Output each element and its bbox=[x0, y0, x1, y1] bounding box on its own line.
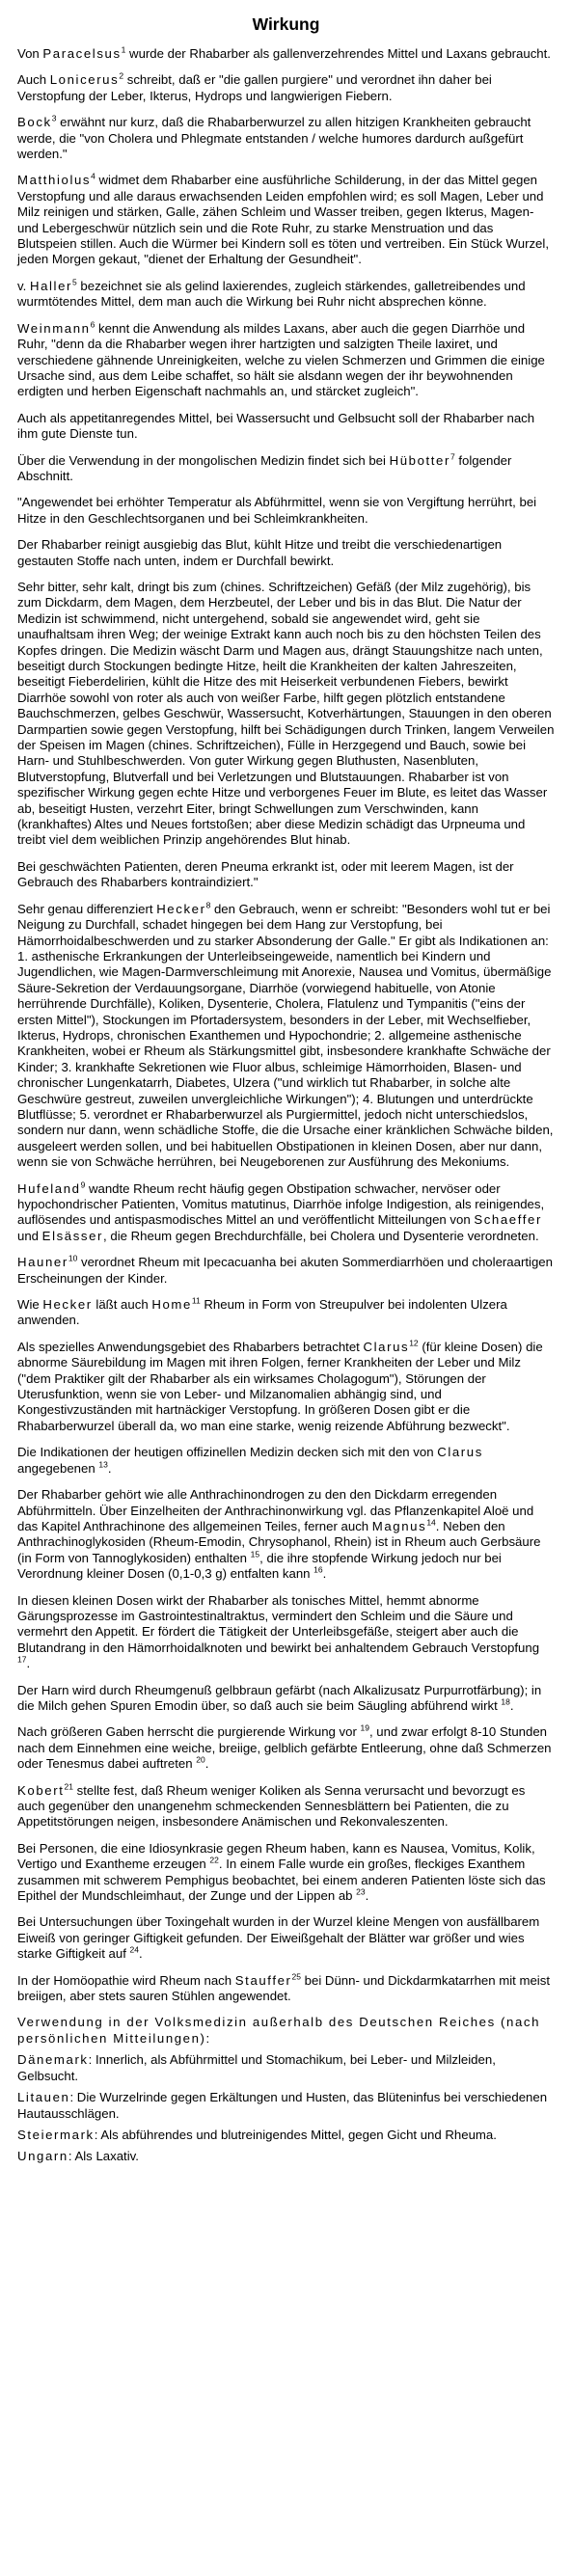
folk-medicine-entry bbox=[17, 2149, 555, 2164]
paragraph bbox=[17, 1297, 555, 1329]
text-run: . In einem Falle wurde ein großes, fleckiges Exanthem zusammen mit schwerem Pemphigus beobachtet, bei einem anderen Patienten löste sich das Epithel der Mundschleimhaut, der Zunge und der Lippen ab bbox=[17, 1857, 546, 1904]
footnote-ref: 18 bbox=[501, 1696, 510, 1707]
footnote-ref: 21 bbox=[64, 1781, 73, 1792]
text-run: Der Harn wird durch Rheumgenuß gelbbraun gefärbt (nach Alkalizusatz Purpurrotfärbung); in die Milch gehen Spuren Emodin über, so daß auch sie beim Säugling abführend wirkt bbox=[17, 1682, 542, 1713]
text-run: Rheum in Form von Streupulver bei indolenten Ulzera anwenden. bbox=[17, 1297, 507, 1328]
paragraph bbox=[17, 173, 555, 267]
author-name: Kobert bbox=[17, 1782, 65, 1798]
text-run: , und zwar erfolgt 8-10 Stunden nach dem Einnehmen eine weiche, breiige, gelblich gefärbte Entleerung, ohne daß Schmerzen oder Tenesmus dabei auftreten bbox=[17, 1724, 552, 1772]
paragraph bbox=[17, 495, 555, 527]
text-run: Sehr genau differenziert bbox=[17, 901, 157, 916]
text-run: . Neben den Anthrachinoglykosiden (Rheum-Emodin, Chrysophanol, Rhein) ist in Rheum auch Gerbsäure (in Form von Tannoglykosiden) enthalten bbox=[17, 1518, 541, 1565]
footnote-ref: 22 bbox=[209, 1855, 219, 1865]
text-run: v. bbox=[17, 278, 30, 293]
text-run: . bbox=[322, 1566, 327, 1582]
author-name: Hauner bbox=[17, 1255, 68, 1270]
author-name: Clarus bbox=[363, 1339, 410, 1354]
text-run: Der Rhabarber reinigt ausgiebig das Blut, kühlt Hitze und treibt die verschiedenartigen gestauten Stoffe nach unten, indem er Durchfall bewirkt. bbox=[17, 537, 503, 568]
text-run: In diesen kleinen Dosen wirkt der Rhabarber als tonisches Mittel, hemmt abnorme Gärungsprozesse im Gastrointestinaltraktus, vermindert den Schleim und die Säure und vermehrt den Appetit. Er fördert die Tätigkeit der Unterleibsgefäße, steigert aber auch die Blutandrang in den Hämorrhoidalknoten und bewirkt bei anhaltendem Gebrauch Verstopfung bbox=[17, 1592, 540, 1655]
text-run: Von bbox=[17, 46, 43, 61]
text-run: Bei Untersuchungen über Toxingehalt wurden in der Wurzel kleine Mengen von ausfällbarem Eiweiß von geringer Giftigkeit gefunden. Der Eiweißgehalt der Blätter war größer und wies starke Giftigkeit auf bbox=[17, 1914, 540, 1962]
footnote-ref: 7 bbox=[449, 451, 455, 462]
text-run: Sehr bitter, sehr kalt, dringt bis zum (chines. Schriftzeichen) Gefäß (der Milz zugehörig), bis zum Dickdarm, dem Magen, dem Herzbeutel, der Leber und bis in das Blut. Die Natur der Medizin ist schwimmend, nicht untergehend, sobald sie angewendet wird, geht sie unaufhaltsam ihren Weg; der weinige Extrakt kann auch noch bis zu den höchsten Teilen des Kopfes dringen. Die Medizin wäscht Darm und Magen aus, drängt Stauungshitze nach unten, beseitigt durch Stockungen bedingte Hitze, heilt die Krankheiten der kalten Jahreszeiten, beseitigt Fieberdelirien, kühlt die Hitze des mit Heiserkeit verbundenen Fiebers, bewirkt Diarrhöe sowohl von roter als auch von weißer Farbe, hilft gegen plötzlich entstandene Bauchschmerzen, gelbes Geschwür, Wassersucht, Kotverhärtungen, Stauungen in den oberen Darmpartien sowie gegen Verstopfung, hilft bei Schädigungen durch Trinken, langem Verweilen der Speisen im Magen (chines. Schriftzeichen), Fülle in Herzgegend und Bauch, sowie bei Harn- und Stuhlbeschwerden. Von guter Wirkung gegen Bluthusten, Nasenbluten, Blutverstopfung, Blutverfall und bei Verletzungen und Blutstauungen. Rhabarber ist von spezifischer Wirkung gegen echte Hitze und verborgenes Feuer im Blute, es leitet das Wasser ab, beseitigt Husten, verzehrt Eiter, bringt Schwellungen zum Verschwinden, kann (krankhaftes) Altes und Neues fortstoßen; aber diese Medizin schädigt das Urpneuma und treibt viel dem weiblichen Prinzip angehörendes Blut hinab. bbox=[17, 579, 555, 848]
paragraph bbox=[17, 279, 555, 311]
text-run: Bei geschwächten Patienten, deren Pneuma erkrankt ist, oder mit leerem Magen, ist der Gebrauch des Rhabarbers kontraindiziert." bbox=[17, 858, 514, 890]
text-run: bei Dünn- und Dickdarmkatarrhen mit meist breiigen, aber stets sauren Stühlen angewendet. bbox=[17, 1972, 550, 2004]
text-run: . bbox=[365, 1888, 369, 1904]
author-name: Hübotter bbox=[389, 452, 450, 468]
text-run: angegebenen bbox=[17, 1460, 99, 1476]
text-run: Wie bbox=[17, 1297, 43, 1313]
footnote-ref: 8 bbox=[205, 900, 211, 910]
footnote-ref: 1 bbox=[121, 44, 126, 55]
text-run: erwähnt nur kurz, daß die Rhabarberwurzel zu allen hitzigen Krankheiten gebraucht werde, die "von Cholera und Phlegmate entstanden / welche humores dardurch außgefürt werden." bbox=[17, 115, 531, 162]
text-run: und bbox=[17, 1228, 42, 1243]
text-run: . bbox=[107, 1460, 112, 1476]
article-body bbox=[17, 46, 555, 2004]
footnote-ref: 24 bbox=[129, 1944, 140, 1955]
text-run: wurde der Rhabarber als gallenverzehrendes Mittel und Laxans gebraucht. bbox=[125, 46, 551, 61]
footnote-ref: 2 bbox=[119, 71, 124, 82]
paragraph bbox=[17, 1340, 555, 1434]
folk-medicine-text: : Die Wurzelrinde gegen Erkältungen und Husten, das Blüteninfus bei verschiedenen Hautausschlägen. bbox=[17, 2090, 548, 2121]
text-run: Bei Personen, die eine Idiosynkrasie gegen Rheum haben, kann es Nausea, Vomitus, Kolik, Vertigo und Exantheme erzeugen bbox=[17, 1840, 535, 1872]
folk-medicine-list bbox=[17, 2052, 555, 2164]
text-run: Als spezielles Anwendungsgebiet des Rhabarbers betrachtet bbox=[17, 1339, 364, 1354]
paragraph bbox=[17, 411, 555, 443]
text-run: "Angewendet bei erhöhter Temperatur als Abführmittel, wenn sie von Vergiftung herrührt, bei Hitze in den Geschlechtsorganen und bei Schleimkrankheiten. bbox=[17, 495, 537, 526]
folk-medicine-heading: Verwendung in der Volksmedizin außerhalb des Deutschen Reiches (nach persönlichen Mitteilungen): bbox=[17, 2015, 541, 2046]
country-name: Steiermark bbox=[17, 2127, 95, 2142]
text-run: verordnet Rheum mit Ipecacuanha bei akuten Sommerdiarrhöen und choleraartigen Erscheinungen der Kinder. bbox=[17, 1255, 553, 1286]
folk-medicine-entry bbox=[17, 2052, 555, 2084]
footnote-ref: 17 bbox=[17, 1654, 27, 1665]
folk-medicine-text: : Als abführendes und blutreinigendes Mittel, gegen Gicht und Rheuma. bbox=[94, 2127, 497, 2142]
text-run: widmet dem Rhabarber eine ausführliche Schilderung, in der das Mittel gegen Verstopfung und alle daraus erwachsenden Leiden empfohlen wird; es soll Magen, Leber und Milz reinigen und stärken, Galle, zähen Schleim und Wasser treiben, gegen Ikterus, Magen- und Lebergeschwür nützlich sein und die Rote Ruhr, zu starke Menstruation und das Blutspeien stillen. Auch die Würmer bei Kindern soll es töten und vertreiben. Ein Stück Wurzel, jeden Morgen gekaut, "dienet der Erhaltung der Gesundheit". bbox=[17, 173, 549, 267]
footnote-ref: 10 bbox=[68, 1253, 78, 1263]
author-name: Lonicerus bbox=[49, 72, 120, 88]
text-run: . bbox=[204, 1756, 209, 1772]
page-title: Wirkung bbox=[252, 14, 320, 34]
paragraph bbox=[17, 115, 555, 162]
author-name: Weinmann bbox=[17, 320, 91, 336]
paragraph bbox=[17, 1445, 555, 1477]
author-name: Magnus bbox=[371, 1518, 427, 1533]
footnote-ref: 4 bbox=[91, 172, 95, 182]
footnote-ref: 3 bbox=[51, 113, 57, 123]
text-run: Die Indikationen der heutigen offizinellen Medizin decken sich mit den von bbox=[17, 1445, 438, 1460]
text-run: Über die Verwendung in der mongolischen Medizin findet sich bei bbox=[17, 452, 390, 468]
paragraph bbox=[17, 1724, 555, 1772]
folk-medicine-entry bbox=[17, 2090, 555, 2122]
footnote-ref: 5 bbox=[72, 277, 77, 287]
footnote-ref: 11 bbox=[191, 1295, 201, 1306]
text-run: . bbox=[509, 1697, 514, 1713]
text-run: folgender Abschnitt. bbox=[17, 452, 512, 483]
folk-medicine-text: : Als Laxativ. bbox=[68, 2149, 139, 2164]
country-name: Dänemark bbox=[17, 2052, 89, 2068]
paragraph bbox=[17, 321, 555, 400]
text-run: stellte fest, daß Rheum weniger Koliken als Senna verursacht und bevorzugt es auch gegenüber den unangenehm schmeckenden Sennesblättern bei Patienten, die zu Appetitstörungen neigen, insbesondere Anämischen und Rekonvaleszenten. bbox=[17, 1782, 526, 1830]
text-run: den Gebrauch, wenn er schreibt: "Besonders wohl tut er bei Neigung zu Durchfall, schadet hingegen bei dem Hang zur Verstopfung, bei Hämorrhoidalbeschwerden und zu starker Absonderung der Galle." Er gibt als Indikationen an: 1. asthenische Erkrankungen der Unterleibseingeweide, namentlich bei Kindern und Jugendlichen, wie Magen-Darmverschleimung mit Anorexie, Nausea und Vomitus, übermäßige Säure-Sekretion der Verdauungsorgane, Diarrhöe (vorwiegend habituelle, von Atonie herrührende Durchfälle), Koliken, Dysenterie, Cholera, Flatulenz und Tympanitis ("eins der ersten Mittel"), Stockungen im Pfortadersystem, besonders in der Leber, mit Wechselfieber, Ikterus, Hydrops, chronischen Exanthemen und Hypochondrie; 2. allgemeine asthenische Krankheiten, wobei er Rheum als Stärkungsmittel gibt, insbesondere krankhafte Schwäche der Kinder; 3. krankhafte Sekretionen wie Fluor albus, schleimige Hämorrhoiden, Blasen- und chronischer Lungenkatarrh, Diabetes, Ulzera ("und wirklich tut Rhabarber, in solche alte Geschwüre gestreut, zuweilen unvergleichliche Wirkungen"); 4. Blutungen und unterdrückte Blutflüsse; 5. verordnet er Rhabarberwurzel als Purgiermittel, jedoch nicht unterschiedslos, sondern nur dann, wenn schädliche Stoffe, die die Ursache einer kränklichen Schwäche bilden, ausgeleert werden sollen, und bei habituellen Obstipationen in kleinen Dosen, aber nur dann, wenn sie von Schwäche herrühren, bei Neugeborenen zur Ausführung des Mekoniums. bbox=[17, 901, 554, 1170]
footnote-ref: 6 bbox=[90, 319, 95, 330]
text-run: läßt auch bbox=[92, 1297, 152, 1313]
folk-medicine-text: : Innerlich, als Abführmittel und Stomachikum, bei Leber- und Milzleiden, Gelbsucht. bbox=[17, 2052, 496, 2083]
text-run: (für kleine Dosen) die abnorme Säurebildung im Magen mit ihren Folgen, ferner Krankheiten der Leber und Milz ("dem Praktiker gilt der Rhabarber als ein wirksames Cholagogum"), Störungen der Uterusfunktion, wenn sie von Leber- und Milzanomalien abhängig sind, und Kongestivzuständen mit hartnäckiger Verstopfung. In größeren Dosen gibt er die Rhabarberwurzel überall da, wo man eine starke, wenig reizende Abführung bezweckt". bbox=[17, 1339, 543, 1433]
paragraph bbox=[17, 453, 555, 485]
footnote-ref: 14 bbox=[426, 1517, 436, 1528]
author-name: Clarus bbox=[437, 1445, 483, 1460]
author-name: Haller bbox=[29, 278, 72, 293]
paragraph bbox=[17, 72, 555, 104]
folk-medicine-entry bbox=[17, 2128, 555, 2143]
text-run: . bbox=[139, 1946, 143, 1962]
paragraph bbox=[17, 46, 555, 62]
author-name: Paracelsus bbox=[42, 46, 122, 61]
author-name: Bock bbox=[17, 115, 52, 130]
paragraph bbox=[17, 859, 555, 891]
author-name: Stauffer bbox=[234, 1972, 292, 1988]
author-name: Schaeffer bbox=[474, 1212, 542, 1228]
footnote-ref: 20 bbox=[196, 1754, 205, 1765]
paragraph bbox=[17, 1593, 555, 1672]
paragraph bbox=[17, 1487, 555, 1582]
text-run: wandte Rheum recht häufig gegen Obstipation schwacher, nervöser oder hypochondrischer Patienten, Vomitus matutinus, Diarrhöe infolge Indigestion, als reinigendes, auflösendes und antispasmodisches Mittel an und veröffentlicht Mitteilungen von bbox=[17, 1180, 545, 1228]
country-name: Litauen bbox=[17, 2090, 70, 2105]
text-run: Der Rhabarber gehört wie alle Anthrachinondrogen zu den den Dickdarm erregenden Abführmitteln. Über Einzelheiten der Anthrachinonwirkung vgl. das Pflanzenkapitel Aloë und das Kapitel Anthrachinone des allgemeinen Teiles, ferner auch bbox=[17, 1487, 534, 1533]
author-name: Hecker bbox=[156, 901, 206, 916]
footnote-ref: 25 bbox=[291, 1971, 301, 1982]
paragraph bbox=[17, 1914, 555, 1962]
paragraph bbox=[17, 580, 555, 849]
author-name: Hufeland bbox=[17, 1180, 81, 1196]
paragraph bbox=[17, 1841, 555, 1905]
footnote-ref: 23 bbox=[356, 1886, 366, 1897]
text-run: Auch bbox=[17, 72, 50, 88]
paragraph bbox=[17, 537, 555, 569]
text-run: Auch als appetitanregendes Mittel, bei Wassersucht und Gelbsucht soll der Rhabarber nach ihm gute Dienste tun. bbox=[17, 410, 535, 442]
footnote-ref: 9 bbox=[80, 1180, 86, 1190]
author-name: Hecker bbox=[42, 1297, 93, 1313]
footnote-ref: 13 bbox=[98, 1459, 108, 1470]
paragraph bbox=[17, 1255, 555, 1287]
text-run: bezeichnet sie als gelind laxierendes, zugleich stärkendes, galletreibendes und wurmtötendes Mittel, dem man auch die Wirkung bei Ruhr nicht absprechen könne. bbox=[17, 278, 526, 310]
text-run: Nach größeren Gaben herrscht die purgierende Wirkung vor bbox=[17, 1724, 361, 1740]
author-name: Elsässer bbox=[41, 1228, 104, 1243]
text-run: kennt die Anwendung als mildes Laxans, aber auch die gegen Diarrhöe und Ruhr, "denn da die Rhabarber wegen ihrer hartzigten und salzigten Theile laxiret, und verschiedene gähnende Unreinigkeiten, welche zu vielen Schmerzen und Grimmen die einige Ursache sind, aus dem Leibe schaffet, so hält sie alsdann wegen der ihr beywohnenden erdigten und herben Eigenschaft nachmahls an, und stärcket zugleich". bbox=[17, 320, 545, 399]
author-name: Matthiolus bbox=[17, 173, 92, 188]
paragraph bbox=[17, 1181, 555, 1245]
author-name: Home bbox=[151, 1297, 192, 1313]
text-run: In der Homöopathie wird Rheum nach bbox=[17, 1972, 235, 1988]
footnote-ref: 12 bbox=[409, 1338, 419, 1348]
paragraph bbox=[17, 902, 555, 1171]
text-run: . bbox=[26, 1656, 31, 1671]
text-run: , die Rheum gegen Brechdurchfälle, bei Cholera und Dysenterie verordneten. bbox=[103, 1228, 539, 1243]
country-name: Ungarn bbox=[17, 2149, 68, 2164]
paragraph bbox=[17, 1683, 555, 1715]
footnote-ref: 16 bbox=[313, 1564, 323, 1575]
text-run: schreibt, daß er "die gallen purgiere" und verordnet ihn daher bei Verstopfung der Leber, Ikterus, Hydrops und langwierigen Fiebern. bbox=[17, 72, 492, 103]
footnote-ref: 15 bbox=[250, 1549, 260, 1559]
paragraph bbox=[17, 1783, 555, 1830]
text-run: , die ihre stopfende Wirkung jedoch nur bei Verordnung kleiner Dosen (0,1-0,3 g) entfalten kann bbox=[17, 1550, 502, 1582]
paragraph bbox=[17, 1973, 555, 2005]
footnote-ref: 19 bbox=[360, 1722, 369, 1733]
